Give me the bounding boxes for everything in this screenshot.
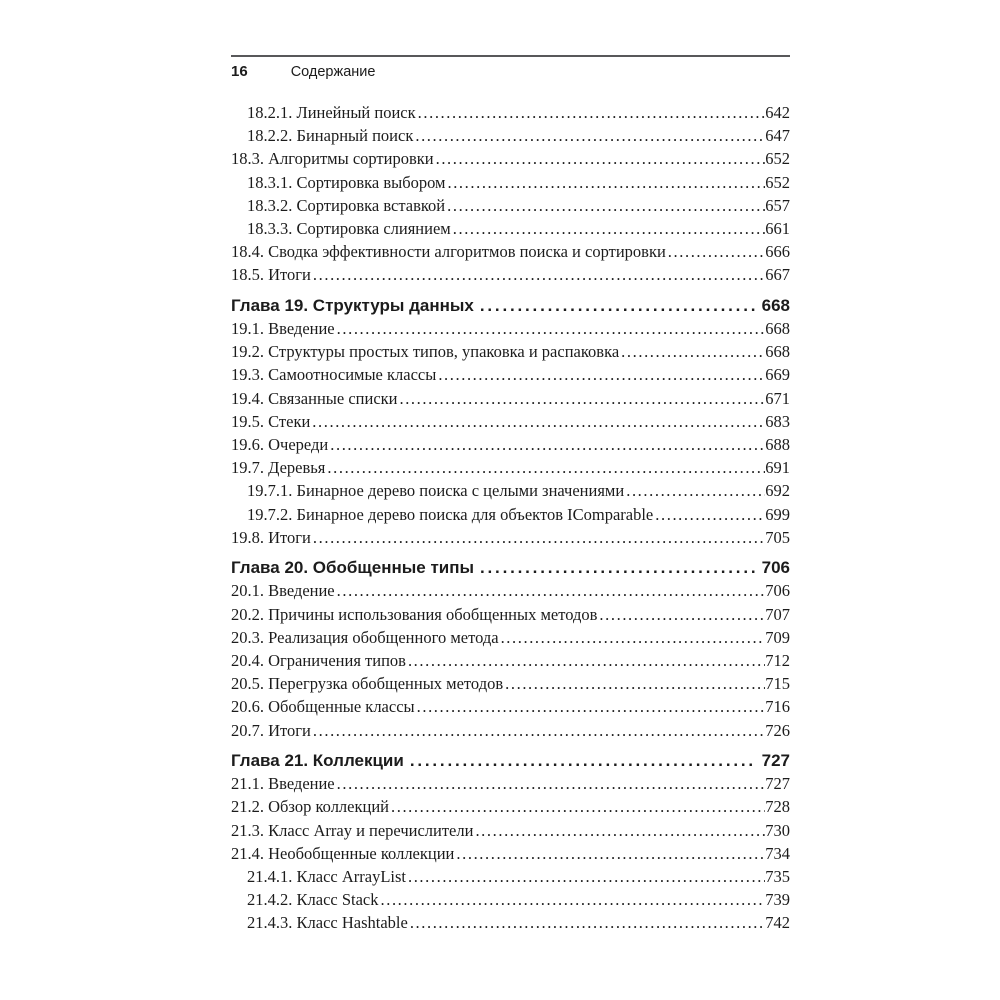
toc-entry-label: 19.6. Очереди: [231, 434, 329, 454]
toc-entry-page: 642: [765, 103, 790, 122]
toc-entry: [231, 795, 790, 818]
toc-entry: [231, 387, 790, 410]
toc: [231, 101, 790, 935]
toc-entry-label: 18.3. Алгоритмы сортировки: [231, 149, 434, 169]
toc-entry: [231, 194, 790, 217]
dot-leader: [474, 556, 756, 580]
toc-entry-label: 21.1. Введение: [231, 774, 335, 794]
toc-entry-label: 20.2. Причины использования обобщенных методов: [231, 604, 598, 624]
toc-entry-page: 742: [765, 913, 790, 933]
toc-entry-page: 671: [765, 388, 790, 408]
dot-leader: [653, 503, 765, 526]
toc-entry: [231, 603, 790, 626]
toc-entry: [231, 772, 790, 795]
dot-leader: [415, 695, 766, 718]
toc-entry-page: 647: [765, 126, 790, 146]
chapter-heading: [231, 294, 790, 318]
toc-entry-label: 18.3.1. Сортировка выбором: [247, 172, 446, 192]
toc-entry: [231, 124, 790, 147]
toc-entry-page: 692: [765, 481, 790, 501]
toc-entry-page: 666: [765, 242, 790, 262]
running-header-title: Содержание: [290, 64, 376, 80]
toc-entry: [231, 503, 790, 526]
toc-entry-page: 688: [765, 434, 790, 454]
toc-entry-page: 739: [765, 890, 790, 910]
dot-leader: [434, 147, 766, 170]
toc-entry: [231, 456, 790, 479]
dot-leader: [311, 719, 765, 742]
toc-entry-page: 652: [765, 149, 790, 169]
toc-entry: [231, 363, 790, 386]
dot-leader: [311, 263, 765, 286]
dot-leader: [335, 772, 766, 795]
dot-leader: [389, 795, 765, 818]
toc-entry-label: 21.4.3. Класс Hashtable: [247, 913, 408, 933]
toc-entry: [231, 819, 790, 842]
toc-entry-label: 18.4. Сводка эффективности алгоритмов поиска и сортировки: [231, 242, 666, 262]
chapter-heading-label: Глава 19. Структуры данных: [231, 295, 474, 315]
toc-entry: [231, 911, 790, 934]
toc-entry-label: 19.7.1. Бинарное дерево поиска с целыми значениями: [247, 481, 625, 501]
toc-entry-label: 20.6. Обобщенные классы: [231, 697, 415, 717]
toc-entry-label: 20.4. Ограничения типов: [231, 650, 406, 670]
toc-entry-page: 734: [765, 843, 790, 863]
toc-entry-page: 709: [765, 627, 790, 647]
toc-entry-page: 683: [765, 411, 790, 431]
toc-entry-page: 661: [765, 218, 790, 238]
toc-entry-page: 726: [765, 720, 790, 740]
page-number: 16: [231, 63, 248, 80]
toc-entry-label: 20.1. Введение: [231, 581, 335, 601]
toc-entry-label: 21.3. Класс Array и перечислители: [231, 820, 474, 840]
toc-entry-label: 20.3. Реализация обобщенного метода: [231, 627, 499, 647]
chapter-heading-page: 706: [761, 557, 790, 577]
toc-entry-page: 712: [765, 650, 790, 670]
toc-entry-page: 707: [765, 604, 790, 624]
toc-entry: [231, 410, 790, 433]
dot-leader: [335, 579, 766, 602]
toc-entry-label: 20.7. Итоги: [231, 720, 311, 740]
dot-leader: [408, 911, 765, 934]
toc-entry-page: 715: [765, 674, 790, 694]
dot-leader: [474, 294, 756, 318]
dot-leader: [406, 865, 765, 888]
dot-leader: [619, 340, 765, 363]
dot-leader: [473, 819, 765, 842]
toc-entry-label: 18.3.2. Сортировка вставкой: [247, 195, 446, 215]
dot-leader: [310, 410, 765, 433]
toc-entry-label: 19.8. Итоги: [231, 527, 311, 547]
toc-section: [231, 101, 790, 287]
dot-leader: [445, 194, 765, 217]
dot-leader: [624, 479, 765, 502]
dot-leader: [454, 842, 765, 865]
dot-leader: [328, 433, 765, 456]
toc-entry-label: 21.2. Обзор коллекций: [231, 797, 389, 817]
toc-entry-page: 727: [765, 774, 790, 794]
toc-entry-label: 19.7.2. Бинарное дерево поиска для объектов IComparable: [247, 504, 654, 524]
toc-entry: [231, 526, 790, 549]
toc-entry-page: 668: [765, 342, 790, 362]
toc-entry: [231, 317, 790, 340]
dot-leader: [325, 456, 765, 479]
toc-entry: [231, 888, 790, 911]
toc-entry-page: 716: [765, 697, 790, 717]
toc-entry-label: 18.3.3. Сортировка слиянием: [247, 218, 451, 238]
dot-leader: [503, 672, 765, 695]
toc-entry: [231, 695, 790, 718]
toc-entry-label: 18.5. Итоги: [231, 265, 311, 285]
dot-leader: [397, 387, 765, 410]
toc-entry-label: 19.2. Структуры простых типов, упаковка и распаковка: [231, 342, 620, 362]
toc-entry: [231, 579, 790, 602]
toc-entry-page: 730: [765, 820, 790, 840]
toc-entry-page: 652: [765, 172, 790, 192]
toc-entry: [231, 719, 790, 742]
toc-section: [231, 749, 790, 935]
toc-entry: [231, 340, 790, 363]
chapter-heading-label: Глава 21. Коллекции: [231, 750, 404, 770]
toc-entry-page: 706: [765, 581, 790, 601]
toc-entry: [231, 101, 790, 124]
toc-entry-page: 728: [765, 797, 790, 817]
toc-entry-page: 705: [765, 527, 790, 547]
chapter-heading-page: 727: [761, 750, 790, 770]
toc-section: [231, 556, 790, 742]
toc-entry-label: 18.2.2. Бинарный поиск: [247, 126, 414, 146]
toc-entry: [231, 649, 790, 672]
toc-entry-page: 669: [765, 365, 790, 385]
toc-entry-page: 699: [765, 504, 790, 524]
dot-leader: [416, 101, 766, 124]
toc-entry: [231, 217, 790, 240]
dot-leader: [406, 649, 765, 672]
toc-entry-label: 19.3. Самоотносимые классы: [231, 365, 437, 385]
chapter-heading-label: Глава 20. Обобщенные типы: [231, 557, 475, 577]
toc-entry: [231, 240, 790, 263]
toc-entry-page: 657: [765, 195, 790, 215]
toc-entry: [231, 479, 790, 502]
toc-entry: [231, 147, 790, 170]
toc-entry: [231, 433, 790, 456]
dot-leader: [404, 749, 756, 773]
toc-entry-label: 19.1. Введение: [231, 319, 335, 338]
toc-section: [231, 294, 790, 549]
toc-entry: [231, 626, 790, 649]
toc-entry-label: 19.4. Связанные списки: [231, 388, 398, 408]
toc-entry: [231, 263, 790, 286]
toc-entry: [231, 842, 790, 865]
page-content: [231, 55, 790, 935]
toc-entry: [231, 865, 790, 888]
chapter-heading-page: 668: [761, 295, 790, 315]
dot-leader: [413, 124, 765, 147]
dot-leader: [597, 603, 765, 626]
toc-entry-label: 21.4.1. Класс ArrayList: [247, 866, 406, 886]
toc-entry-page: 735: [765, 866, 790, 886]
dot-leader: [445, 171, 765, 194]
dot-leader: [436, 363, 765, 386]
running-header: [231, 55, 790, 80]
dot-leader: [335, 317, 766, 340]
toc-entry-label: 21.4.2. Класс Stack: [247, 890, 379, 910]
toc-entry-page: 668: [765, 319, 790, 338]
toc-entry-label: 21.4. Необобщенные коллекции: [231, 843, 455, 863]
toc-entry: [231, 171, 790, 194]
chapter-heading: [231, 749, 790, 773]
dot-leader: [311, 526, 765, 549]
dot-leader: [379, 888, 766, 911]
toc-entry: [231, 672, 790, 695]
toc-entry-label: 19.5. Стеки: [231, 411, 311, 431]
dot-leader: [666, 240, 765, 263]
chapter-heading: [231, 556, 790, 580]
toc-entry-label: 20.5. Перегрузка обобщенных методов: [231, 674, 504, 694]
toc-entry-label: 19.7. Деревья: [231, 458, 326, 478]
toc-entry-label: 18.2.1. Линейный поиск: [247, 103, 416, 122]
dot-leader: [499, 626, 766, 649]
toc-entry-page: 667: [765, 265, 790, 285]
dot-leader: [451, 217, 766, 240]
toc-entry-page: 691: [765, 458, 790, 478]
